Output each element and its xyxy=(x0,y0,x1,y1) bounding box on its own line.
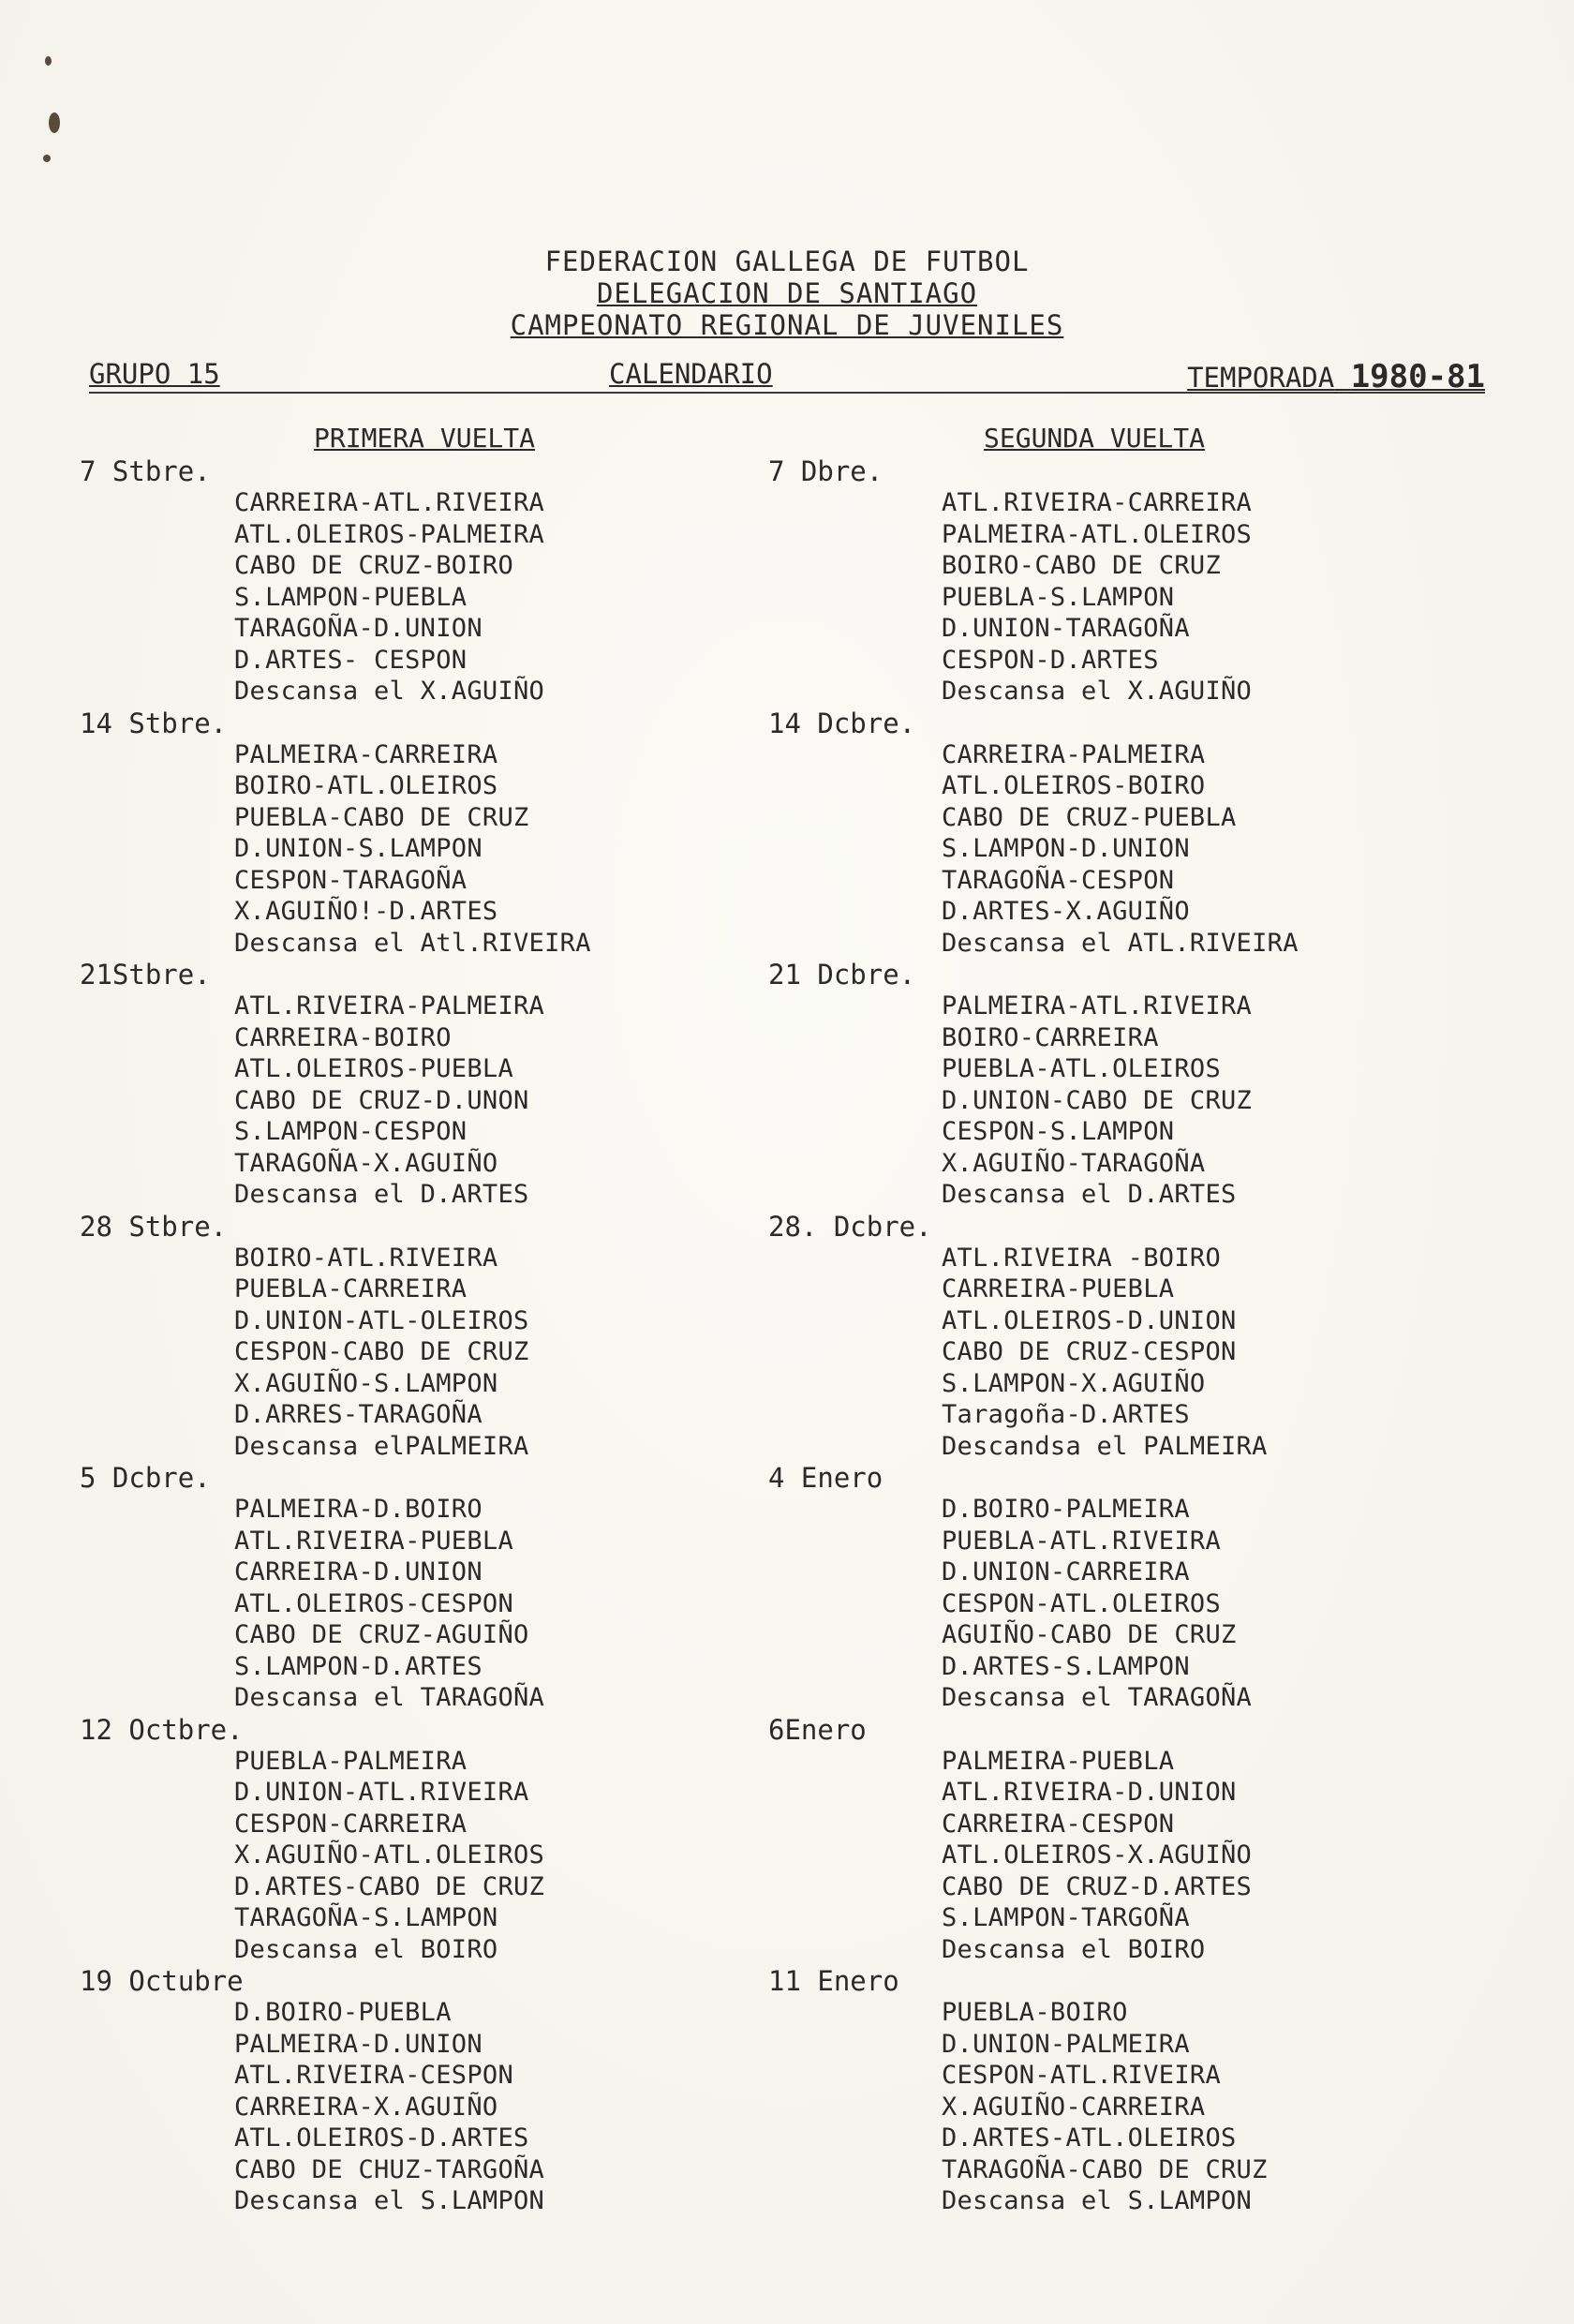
season-label xyxy=(1187,358,1485,395)
matchday xyxy=(768,1965,1480,2217)
matchday xyxy=(768,1714,1480,1966)
fixture: CARREIRA-PALMEIRA xyxy=(942,739,1206,769)
matchday-date: 7 Stbre. xyxy=(80,455,211,487)
rest-team: Descansa el D.ARTES xyxy=(942,1180,1237,1209)
fixture: D.ARTES-CABO DE CRUZ xyxy=(234,1871,545,1901)
rest-team: Descansa el ATL.RIVEIRA xyxy=(942,928,1299,958)
fixture: CESPON-TARAGOÑA xyxy=(234,865,468,895)
fixture: ATL.OLEIROS-X.AGUIÑO xyxy=(942,1840,1253,1870)
document-header xyxy=(0,246,1574,341)
rest-team: Descansa el TARAGOÑA xyxy=(942,1683,1253,1712)
fixture: TARAGOÑA-S.LAMPON xyxy=(234,1903,498,1932)
fixture-list xyxy=(768,1494,1480,1714)
fixture: CABO DE CRUZ-D.ARTES xyxy=(942,1871,1253,1901)
fixture: X.AGUIÑO-TARAGOÑA xyxy=(942,1148,1206,1178)
fixture-list xyxy=(768,487,1480,708)
fixture: CESPON-S.LAMPON xyxy=(942,1117,1175,1146)
matchday xyxy=(768,708,1480,960)
fixture: CARREIRA-ATL.RIVEIRA xyxy=(234,488,545,517)
fixture: TARAGOÑA-CESPON xyxy=(942,865,1175,895)
fixture: CARREIRA-D.UNION xyxy=(234,1557,483,1587)
fixture: ATL.OLEIROS-BOIRO xyxy=(942,771,1206,800)
fixture: D.UNION-S.LAMPON xyxy=(234,834,483,863)
fixture-list xyxy=(80,1243,754,1463)
matchday xyxy=(80,1462,754,1714)
fixture: CARREIRA-PUEBLA xyxy=(942,1274,1175,1304)
fixture: ATL.RIVEIRA-PALMEIRA xyxy=(234,991,545,1020)
matchday-date: 19 Octubre xyxy=(80,1965,244,1997)
fixture-list xyxy=(768,1997,1480,2217)
fixture: ATL.OLEIROS-D.ARTES xyxy=(234,2123,529,2153)
fixture-list xyxy=(80,739,754,960)
fixture: CARREIRA-CESPON xyxy=(942,1809,1175,1839)
fixture: CABO DE CRUZ-AGUIÑO xyxy=(234,1620,529,1649)
rest-team: Descandsa el PALMEIRA xyxy=(942,1431,1268,1461)
matchday xyxy=(80,1714,754,1966)
fixture: BOIRO-ATL.RIVEIRA xyxy=(234,1243,498,1273)
fixture: PALMEIRA-ATL.OLEIROS xyxy=(942,519,1253,549)
fixture: D.UNION-PALMEIRA xyxy=(942,2029,1190,2059)
fixture-list xyxy=(80,1494,754,1714)
matchday xyxy=(80,455,754,708)
group-label: GRUPO 15 xyxy=(89,358,220,390)
matchday xyxy=(768,455,1480,708)
fixture: PALMEIRA-D.UNION xyxy=(234,2029,483,2059)
ink-speck xyxy=(49,112,60,133)
header-divider xyxy=(89,392,1485,394)
fixture: PALMEIRA-CARREIRA xyxy=(234,739,498,769)
fixture: CABO DE CRUZ-CESPON xyxy=(942,1337,1237,1366)
ink-speck xyxy=(43,155,51,162)
first-leg-column xyxy=(80,422,754,2217)
fixture: CABO DE CRUZ-D.UNON xyxy=(234,1085,529,1115)
fixture: D.ARTES- CESPON xyxy=(234,645,468,675)
fixture: PUEBLA-BOIRO xyxy=(942,1998,1128,2027)
fixture: S.LAMPON-D.UNION xyxy=(942,834,1190,863)
fixture: S.LAMPON-TARGOÑA xyxy=(942,1903,1190,1932)
fixture: ATL.OLEIROS-D.UNION xyxy=(942,1305,1237,1335)
matchday xyxy=(768,959,1480,1211)
matchday xyxy=(80,708,754,960)
fixture: CESPON-ATL.RIVEIRA xyxy=(942,2061,1221,2090)
fixture: S.LAMPON-X.AGUIÑO xyxy=(942,1368,1206,1398)
fixture: PUEBLA-ATL.OLEIROS xyxy=(942,1054,1221,1083)
fixture: D.ARTES-X.AGUIÑO xyxy=(942,897,1190,926)
rest-team: Descansa el BOIRO xyxy=(942,1934,1206,1964)
fixture: D.ARRES-TARAGOÑA xyxy=(234,1400,483,1429)
fixture: ATL.RIVEIRA-D.UNION xyxy=(942,1778,1237,1807)
calendar-label: CALENDARIO xyxy=(609,358,773,390)
fixture: CARREIRA-BOIRO xyxy=(234,1022,452,1052)
fixture: X.AGUIÑO-ATL.OLEIROS xyxy=(234,1840,545,1870)
fixture: CESPON-CARREIRA xyxy=(234,1809,468,1839)
group-row xyxy=(89,358,1485,395)
rest-team: Descansa el TARAGOÑA xyxy=(234,1683,545,1712)
rest-team: Descansa el X.AGUIÑO xyxy=(942,677,1253,706)
fixture: D.ARTES-S.LAMPON xyxy=(942,1651,1190,1681)
fixture: D.BOIRO-PALMEIRA xyxy=(942,1495,1190,1524)
fixture: CABO DE CRUZ-BOIRO xyxy=(234,551,513,580)
matchday-date: 6Enero xyxy=(768,1713,867,1746)
second-leg-title: SEGUNDA VUELTA xyxy=(984,423,1206,454)
fixture-list xyxy=(80,991,754,1211)
matchday xyxy=(768,1462,1480,1714)
fixture: TARAGOÑA-X.AGUIÑO xyxy=(234,1148,498,1178)
second-leg-column xyxy=(768,422,1480,2217)
fixture: PALMEIRA-D.BOIRO xyxy=(234,1495,483,1524)
championship-title: CAMPEONATO REGIONAL DE JUVENILES xyxy=(510,309,1064,341)
fixture-list xyxy=(768,1746,1480,1966)
matchday-date: 28. Dcbre. xyxy=(768,1210,932,1243)
matchday xyxy=(80,1211,754,1463)
rest-team: Descansa el BOIRO xyxy=(234,1934,498,1964)
fixture: Taragoña-D.ARTES xyxy=(942,1400,1190,1429)
matchday-date: 11 Enero xyxy=(768,1965,899,1997)
fixture: CESPON-CABO DE CRUZ xyxy=(234,1337,529,1366)
fixture-list xyxy=(768,991,1480,1211)
fixture: D.UNION-ATL.RIVEIRA xyxy=(234,1778,529,1807)
fixture-list xyxy=(768,1243,1480,1463)
rest-team: Descansa elPALMEIRA xyxy=(234,1431,529,1461)
fixture: BOIRO-ATL.OLEIROS xyxy=(234,771,498,800)
fixture: D.UNION-TARAGOÑA xyxy=(942,614,1190,643)
matchday xyxy=(80,1965,754,2217)
fixture: CABO DE CRUZ-PUEBLA xyxy=(942,802,1237,832)
delegation-title: DELEGACION DE SANTIAGO xyxy=(596,277,978,309)
fixture: BOIRO-CARREIRA xyxy=(942,1022,1159,1052)
matchday xyxy=(80,959,754,1211)
fixture: CABO DE CHUZ-TARGOÑA xyxy=(234,2154,545,2184)
matchday-date: 21Stbre. xyxy=(80,959,211,991)
matchday-date: 14 Stbre. xyxy=(80,707,228,739)
fixture: CESPON-D.ARTES xyxy=(942,645,1159,675)
fixture: D.UNION-CABO DE CRUZ xyxy=(942,1085,1253,1115)
fixture: S.LAMPON-CESPON xyxy=(234,1117,468,1146)
fixture: TARAGOÑA-CABO DE CRUZ xyxy=(942,2154,1268,2184)
fixture-list xyxy=(80,1746,754,1966)
fixture: ATL.OLEIROS-CESPON xyxy=(234,1588,513,1618)
fixture: X.AGUIÑO-CARREIRA xyxy=(942,2092,1206,2122)
fixture: PALMEIRA-ATL.RIVEIRA xyxy=(942,991,1253,1020)
matchday-date: 5 Dcbre. xyxy=(80,1462,211,1494)
matchday-date: 7 Dbre. xyxy=(768,455,884,487)
fixture: PALMEIRA-PUEBLA xyxy=(942,1746,1175,1776)
matchday xyxy=(768,1211,1480,1463)
fixture: PUEBLA-S.LAMPON xyxy=(942,582,1175,612)
season-year: 1980-81 xyxy=(1350,358,1485,395)
fixture-list xyxy=(80,1997,754,2217)
rest-team: Descansa el Atl.RIVEIRA xyxy=(234,928,591,958)
fixture: ATL.RIVEIRA -BOIRO xyxy=(942,1243,1221,1273)
federation-title: FEDERACION GALLEGA DE FUTBOL xyxy=(544,246,1030,277)
first-leg-title: PRIMERA VUELTA xyxy=(314,423,536,454)
matchday-date: 21 Dcbre. xyxy=(768,959,916,991)
fixture: ATL.RIVEIRA-CESPON xyxy=(234,2061,513,2090)
matchday-date: 4 Enero xyxy=(768,1462,884,1494)
fixture: TARAGOÑA-D.UNION xyxy=(234,614,483,643)
fixture: PUEBLA-CARREIRA xyxy=(234,1274,468,1304)
fixture: PUEBLA-CABO DE CRUZ xyxy=(234,802,529,832)
matchday-date: 14 Dcbre. xyxy=(768,707,916,739)
fixture-list xyxy=(80,487,754,708)
fixture: D.BOIRO-PUEBLA xyxy=(234,1998,452,2027)
rest-team: Descansa el X.AGUIÑO xyxy=(234,677,545,706)
fixture: D.UNION-ATL-OLEIROS xyxy=(234,1305,529,1335)
rest-team: Descansa el D.ARTES xyxy=(234,1180,529,1209)
fixture: CESPON-ATL.OLEIROS xyxy=(942,1588,1221,1618)
fixture: S.LAMPON-PUEBLA xyxy=(234,582,468,612)
rest-team: Descansa el S.LAMPON xyxy=(234,2186,545,2215)
fixture: PUEBLA-PALMEIRA xyxy=(234,1746,468,1776)
season-text: TEMPORADA xyxy=(1187,362,1335,394)
ink-speck xyxy=(45,56,52,66)
fixture: CARREIRA-X.AGUIÑO xyxy=(234,2092,498,2122)
fixture: ATL.OLEIROS-PUEBLA xyxy=(234,1054,513,1083)
fixture: ATL.RIVEIRA-CARREIRA xyxy=(942,488,1253,517)
fixture: BOIRO-CABO DE CRUZ xyxy=(942,551,1221,580)
fixture: X.AGUIÑO-S.LAMPON xyxy=(234,1368,498,1398)
fixture: D.UNION-CARREIRA xyxy=(942,1557,1190,1587)
fixture: D.ARTES-ATL.OLEIROS xyxy=(942,2123,1237,2153)
matchday-date: 28 Stbre. xyxy=(80,1210,228,1243)
fixture: PUEBLA-ATL.RIVEIRA xyxy=(942,1526,1221,1556)
fixture: ATL.RIVEIRA-PUEBLA xyxy=(234,1526,513,1556)
fixture: ATL.OLEIROS-PALMEIRA xyxy=(234,519,545,549)
matchday-date: 12 Octbre. xyxy=(80,1713,244,1746)
fixture: AGUIÑO-CABO DE CRUZ xyxy=(942,1620,1237,1649)
rest-team: Descansa el S.LAMPON xyxy=(942,2186,1253,2215)
fixture-list xyxy=(768,739,1480,960)
fixture: S.LAMPON-D.ARTES xyxy=(234,1651,483,1681)
fixture: X.AGUIÑO!-D.ARTES xyxy=(234,897,498,926)
